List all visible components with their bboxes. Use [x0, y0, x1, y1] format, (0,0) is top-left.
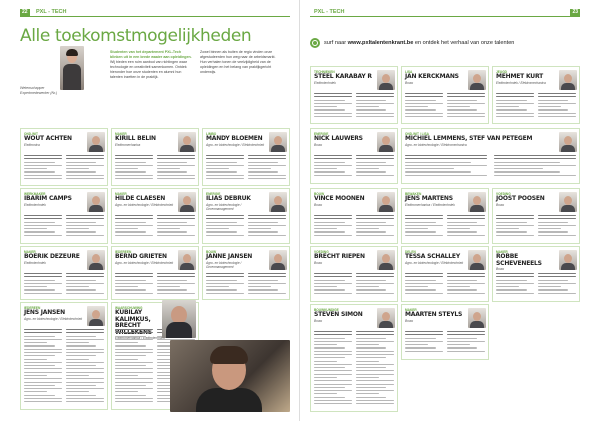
profile-body-text — [24, 215, 104, 241]
profile-photo — [87, 132, 105, 152]
intro-body-2: Zowel binnen als buiten de regio vinden onze afgestudeerden hun weg naar de arbeidsmarkt. Hun verhalen tonen de veelzijdigheid van de opleidingen en het belang van praktijkgericht onderwijs. — [200, 50, 276, 74]
profile-photo — [178, 132, 196, 152]
right-page — [300, 0, 600, 421]
profile-photo — [377, 192, 395, 212]
profile-name: JAN KERCKMANS — [405, 73, 459, 80]
profile-body-text — [314, 331, 394, 409]
profile-card — [202, 128, 290, 186]
profile-role: Agro- en biotechnologie / Elektrotechniek — [24, 316, 83, 321]
profile-body-text — [24, 329, 104, 407]
page-header — [20, 9, 290, 17]
profile-card — [111, 128, 199, 186]
profile-card — [310, 66, 398, 124]
profile-body-text — [496, 273, 576, 299]
profile-photo — [178, 192, 196, 212]
profile-photo — [377, 70, 395, 90]
profile-school: WAARSCHUWING — [115, 306, 143, 310]
profile-role: Elektrotechniek — [314, 80, 336, 85]
profile-school: MAKER — [496, 250, 508, 254]
profile-role: Agro- en biotechnologie / Elektrotechniek — [206, 142, 265, 147]
profile-school: ENERGIE — [206, 192, 221, 196]
profile-card — [20, 128, 108, 186]
profile-role: Bouw — [314, 260, 322, 265]
profile-photo — [269, 192, 287, 212]
profile-name: JOOST POOSEN — [496, 195, 545, 202]
profile-name: MEHMET KURT — [496, 73, 544, 80]
profile-role: Agro- en biotechnologie / Groenmanagement — [206, 260, 242, 269]
profile-card — [111, 188, 199, 244]
profile-body-text — [206, 215, 286, 241]
profile-role: Agro- en biotechnologie / Groenmanagement — [206, 202, 242, 211]
profile-photo — [87, 306, 105, 326]
profile-name: ILIAS DEBRUK — [206, 195, 251, 202]
profile-card — [492, 246, 580, 302]
profile-role: Agro- en biotechnologie / Elektrotechniek — [115, 202, 174, 207]
profile-card — [310, 128, 398, 184]
profile-school: IEDEREEN — [115, 250, 132, 254]
profile-photo — [468, 70, 486, 90]
profile-body-text — [206, 155, 286, 183]
search-icon — [310, 38, 320, 48]
profile-photo — [559, 70, 577, 90]
profile-body-text — [115, 155, 195, 183]
profile-role: Elektromechanica — [115, 142, 141, 147]
profile-role: Bouw — [405, 318, 413, 323]
profile-photo — [87, 192, 105, 212]
profile-card — [492, 66, 580, 124]
profile-card — [401, 304, 489, 360]
profile-card — [111, 246, 199, 300]
website-link-banner[interactable] — [310, 38, 590, 48]
profile-card — [492, 188, 580, 244]
profile-card — [401, 128, 580, 184]
profile-school: ENERGIE — [314, 132, 329, 136]
profile-name: TESSA SCHALLEY — [405, 253, 460, 260]
profile-name: JENS MARTENS — [405, 195, 453, 202]
profile-role: Elektrotechniek — [24, 202, 46, 207]
profile-name: STEEL KARABAY R — [314, 73, 372, 80]
profile-name: JANNE JANSEN — [206, 253, 253, 260]
profile-school: VOEDING — [496, 192, 511, 196]
profile-body-text — [314, 215, 394, 241]
profile-card — [202, 246, 290, 300]
profile-body-text — [314, 155, 394, 181]
profile-name: BERND GRIETEN — [115, 253, 167, 260]
hero-portrait-photo — [60, 46, 84, 90]
profile-school: MAKER — [115, 192, 127, 196]
profile-name: BRECHT RIEPEN — [314, 253, 365, 260]
profile-school: OND-WIT / LISA — [405, 132, 429, 136]
page-title: Alle toekomstmogelijkheden — [20, 26, 252, 46]
profile-card — [401, 188, 489, 244]
profile-role: Agro- en biotechnologie / Elektrotechniek — [115, 260, 174, 265]
profile-photo — [377, 308, 395, 328]
profile-school: WERKMAKER — [24, 192, 46, 196]
profile-role: Bouw — [496, 267, 504, 272]
profile-school: MAKER — [405, 308, 417, 312]
profile-photo — [468, 308, 486, 328]
profile-role: Agro- en biotechnologie / Elektrotechniek — [405, 260, 464, 265]
profile-body-text — [405, 215, 485, 241]
profile-photo — [468, 250, 486, 270]
profile-school: VOEDING — [314, 250, 329, 254]
profile-photo — [377, 132, 395, 152]
profile-card — [401, 246, 489, 302]
page-header — [310, 9, 580, 17]
profile-school: MAKER — [24, 250, 36, 254]
profile-card — [20, 302, 108, 410]
profile-card — [310, 246, 398, 302]
photo-caption: Wetenschapper Expertmedewerker (Nr.) — [20, 86, 58, 95]
profile-name: VINCE MOONEN — [314, 195, 365, 202]
profile-school: DELEN — [405, 250, 416, 254]
profile-body-text — [314, 93, 394, 121]
profile-body-text — [24, 273, 104, 297]
profile-role: Elektrotechniek — [142, 336, 165, 341]
profile-school: BOUW — [314, 192, 325, 196]
featured-portrait-photo — [170, 340, 290, 412]
page-number: 23 — [572, 9, 578, 15]
website-link-text[interactable]: surf naar www.pxltalentenkrant.be en ontdek het verhaal van onze talenten — [324, 40, 515, 46]
profile-card — [202, 188, 290, 244]
profile-name: MAARTEN STEYLS — [405, 311, 463, 318]
profile-card — [310, 304, 398, 412]
profile-photo — [559, 250, 577, 270]
profile-role: Bouw — [314, 318, 322, 323]
intro-column-1 — [110, 50, 192, 80]
profile-body-text — [24, 155, 104, 183]
profile-role: Elektronica — [24, 142, 40, 147]
website-url[interactable]: www.pxltalentenkrant.be — [347, 40, 414, 46]
profile-name: BOERIK DEZEURE — [24, 253, 80, 260]
profile-photo — [269, 132, 287, 152]
section-label: PXL - TECH — [36, 9, 67, 15]
profile-school: TECHNIEKEN — [314, 70, 335, 74]
profile-role: Bouw — [405, 80, 413, 85]
profile-school: LISA — [405, 70, 413, 74]
profile-photo — [269, 250, 287, 270]
profile-body-text — [115, 273, 195, 297]
profile-body-text — [405, 273, 485, 299]
profile-name: JENS JANSEN — [24, 309, 65, 316]
profile-name: IBARIM CAMPS — [24, 195, 72, 202]
profile-body-text — [496, 93, 576, 121]
page-number: 22 — [22, 9, 28, 15]
profile-name: KUBILAY KALIMKUS, BRECHT — [115, 309, 151, 330]
profile-name: MICHIEL LEMMENS, STEF VAN PETEGEM — [405, 135, 533, 142]
profile-photo — [377, 250, 395, 270]
intro-lead: Studenten van het departement PXL-Tech blinken uit in een brede waaier aan opleidingen. — [110, 50, 192, 59]
profile-role: Bouw — [314, 142, 322, 147]
profile-school: OND-WIT — [24, 132, 38, 136]
profile-school: JEUGD — [496, 70, 507, 74]
profile-name: KIRILL BELIN — [115, 135, 156, 142]
profile-body-text — [115, 215, 195, 241]
profile-school: BEWAKEN — [405, 192, 422, 196]
profile-school: IEDEREEN — [24, 306, 41, 310]
intro-column-2 — [200, 50, 282, 75]
profile-body-text — [206, 273, 286, 297]
intro-body-1: Wij bieden een ruim aanbod van richtingen waar technologie en creativiteit samenkomen. Ontdek hieronder hoe onze studenten en alumni hun talenten inzetten in de praktijk. — [110, 60, 187, 79]
portrait-photo — [162, 300, 196, 338]
profile-school: BOUWKUNDIGE — [314, 308, 339, 312]
profile-card — [20, 188, 108, 244]
profile-name: HILDE CLAESEN — [115, 195, 166, 202]
profile-role: Bouw — [496, 202, 504, 207]
profile-role: Elektromechanica / Elektrotechniek — [405, 202, 455, 207]
profile-name: STEVEN SIMON — [314, 311, 363, 318]
profile-name: NICK LAUWERS — [314, 135, 363, 142]
section-label: PXL - TECH — [314, 9, 345, 15]
profile-photo — [559, 132, 577, 152]
profile-photo — [559, 192, 577, 212]
profile-role: Bouw — [314, 202, 322, 207]
profile-school: BOUW — [206, 250, 217, 254]
profile-name: WOUT ACHTEN — [24, 135, 72, 142]
profile-photo — [468, 192, 486, 212]
profile-photo — [87, 250, 105, 270]
profile-role: Elektrotechniek — [24, 260, 46, 265]
profile-name: MANDY BLOEMEN — [206, 135, 263, 142]
profile-name: ROBBE SCHEVENEELS — [496, 253, 542, 267]
profile-school: LIMBO — [206, 132, 217, 136]
profile-body-text — [405, 155, 576, 181]
profile-body-text — [314, 273, 394, 299]
profile-card — [401, 66, 489, 124]
profile-card — [310, 188, 398, 244]
profile-card — [20, 246, 108, 300]
profile-role: Elektrotechniek / Elektromechanica — [496, 80, 546, 85]
profile-school: MAKER — [115, 132, 127, 136]
profile-photo — [178, 250, 196, 270]
profile-role: Agro- en biotechnologie / Elektromechanica — [405, 142, 467, 147]
profile-body-text — [405, 331, 485, 357]
profile-body-text — [405, 93, 485, 121]
profile-body-text — [496, 215, 576, 241]
